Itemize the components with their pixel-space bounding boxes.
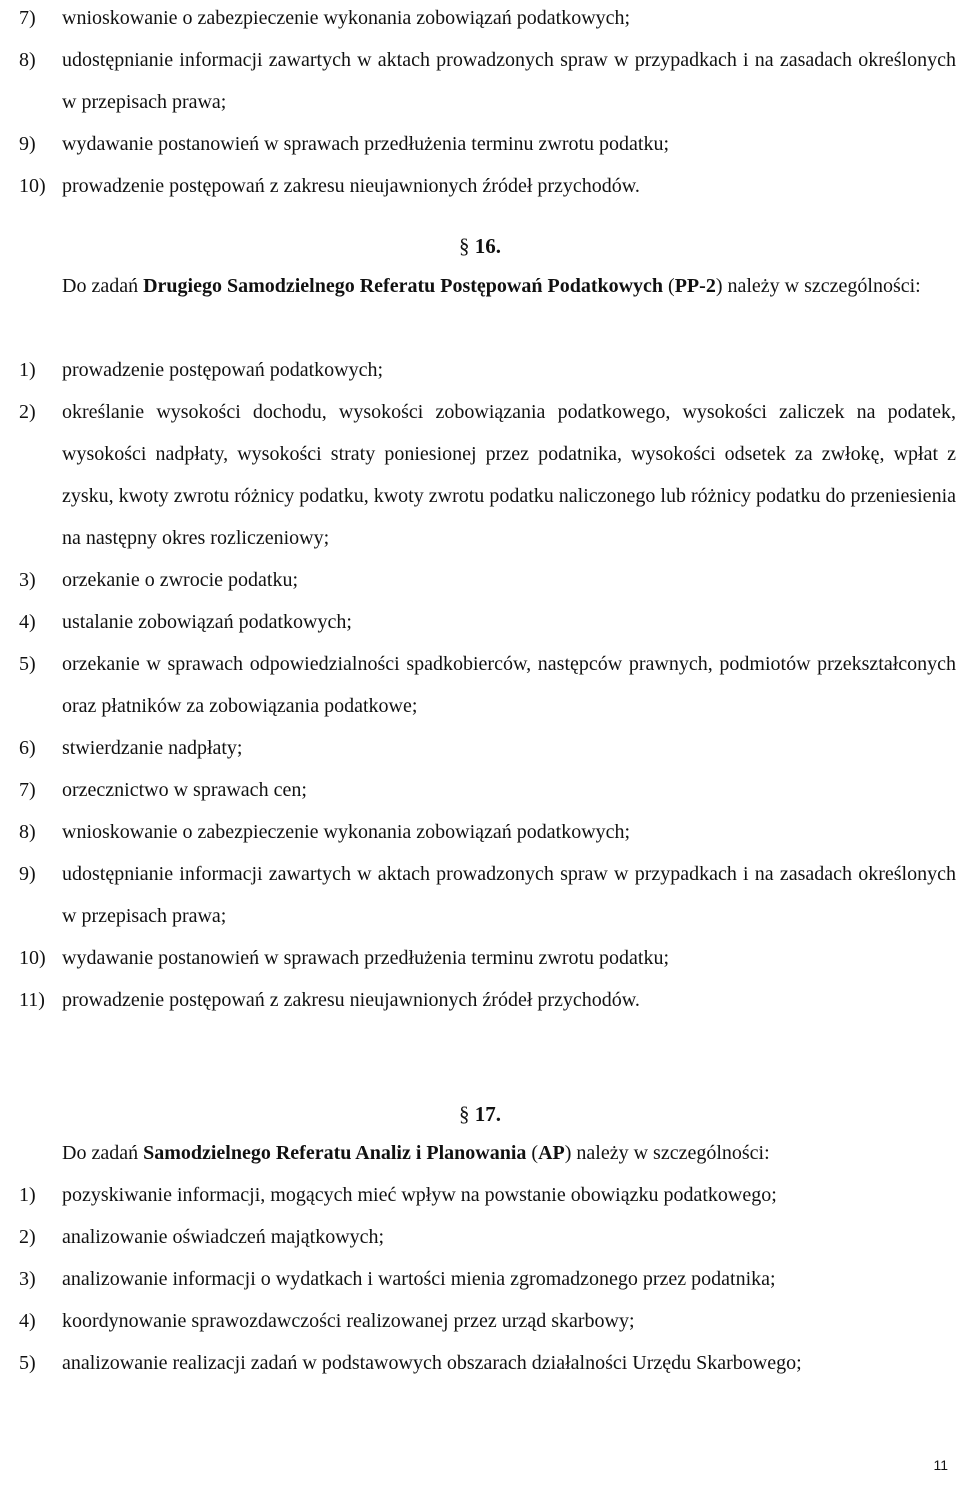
list-item (0, 979, 960, 1021)
section-17-list (0, 1174, 960, 1384)
item-text: analizowanie oświadczeń majątkowych; (62, 1226, 385, 1248)
list-item (0, 0, 960, 39)
list-item (0, 769, 960, 811)
list-item (0, 349, 960, 391)
item-number: 4) (19, 1310, 36, 1332)
list-item (0, 123, 960, 165)
item-text: udostępnianie informacji zawartych w aktach prowadzonych spraw w przypadkach i na zasadach określonych w przepisach prawa; (62, 49, 956, 113)
item-number: 5) (19, 653, 36, 675)
item-number: 8) (19, 49, 36, 71)
item-text: ustalanie zobowiązań podatkowych; (62, 611, 352, 633)
section-17-intro (0, 1132, 956, 1174)
item-text: wnioskowanie o zabezpieczenie wykonania zobowiązań podatkowych; (62, 7, 631, 29)
list-item (0, 811, 960, 853)
list-item (0, 1342, 960, 1384)
unit-code: PP-2 (674, 275, 716, 297)
item-number: 6) (19, 737, 36, 759)
list-item (0, 601, 960, 643)
list-item (0, 165, 960, 207)
unit-code-open: ( (663, 275, 675, 297)
item-number: 9) (19, 863, 36, 885)
item-text: wydawanie postanowień w sprawach przedłużenia terminu zwrotu podatku; (62, 947, 670, 969)
section-16-intro (0, 265, 956, 307)
item-text: orzekanie w sprawach odpowiedzialności spadkobierców, następców prawnych, podmiotów przekształconych oraz płatników za zobowiązania podatkowe; (62, 653, 956, 717)
item-number: 11) (19, 989, 45, 1011)
section-number: 17. (474, 1102, 501, 1126)
list-item (0, 1216, 960, 1258)
item-text: udostępnianie informacji zawartych w aktach prowadzonych spraw w przypadkach i na zasadach określonych w przepisach prawa; (62, 863, 956, 927)
item-number: 4) (19, 611, 36, 633)
list-item (0, 643, 960, 727)
unit-name: Samodzielnego Referatu Analiz i Planowania (143, 1142, 527, 1164)
item-text: wydawanie postanowień w sprawach przedłużenia terminu zwrotu podatku; (62, 133, 670, 155)
item-number: 10) (19, 175, 46, 197)
item-text: prowadzenie postępowań podatkowych; (62, 359, 384, 381)
item-number: 2) (19, 401, 36, 423)
item-text: prowadzenie postępowań z zakresu nieujawnionych źródeł przychodów. (62, 989, 640, 1011)
list-item (0, 1300, 960, 1342)
item-text: prowadzenie postępowań z zakresu nieujawnionych źródeł przychodów. (62, 175, 640, 197)
section-16-heading (0, 225, 960, 267)
top-list (0, 0, 960, 207)
section-sign: § (459, 234, 470, 258)
section-sign: § (459, 1102, 470, 1126)
item-text: koordynowanie sprawozdawczości realizowanej przez urząd skarbowy; (62, 1310, 635, 1332)
item-number: 9) (19, 133, 36, 155)
intro-suffix: ) należy w szczególności: (564, 1142, 770, 1164)
item-text: analizowanie informacji o wydatkach i wartości mienia zgromadzonego przez podatnika; (62, 1268, 776, 1290)
item-number: 1) (19, 1184, 36, 1206)
item-text: orzekanie o zwrocie podatku; (62, 569, 299, 591)
item-number: 7) (19, 779, 36, 801)
item-number: 7) (19, 7, 36, 29)
unit-name: Drugiego Samodzielnego Referatu Postępowań Podatkowych (143, 275, 664, 297)
item-number: 1) (19, 359, 36, 381)
list-item (0, 1174, 960, 1216)
unit-code-open: ( (526, 1142, 539, 1164)
list-item (0, 727, 960, 769)
item-text: określanie wysokości dochodu, wysokości zobowiązania podatkowego, wysokości zaliczek na podatek, wysokości nadpłaty, wysokości straty poniesionej przez podatnika, wysokości odsetek za zwłokę, wpłat z zysku, kwoty zwrotu różnicy podatku, kwoty zwrotu podatku naliczonego lub różnicy podatku do przeniesienia na następny okres rozliczeniowy; (62, 401, 956, 549)
item-text: analizowanie realizacji zadań w podstawowych obszarach działalności Urzędu Skarbowego; (62, 1352, 802, 1374)
item-number: 10) (19, 947, 46, 969)
item-number: 2) (19, 1226, 36, 1248)
list-item (0, 853, 960, 937)
section-16-list (0, 349, 960, 1021)
item-number: 3) (19, 1268, 36, 1290)
list-item (0, 39, 960, 123)
intro-suffix: ) należy w szczególności: (715, 275, 921, 297)
item-text: pozyskiwanie informacji, mogących mieć wpływ na powstanie obowiązku podatkowego; (62, 1184, 777, 1206)
list-item (0, 559, 960, 601)
section-17-heading (0, 1093, 960, 1135)
item-number: 3) (19, 569, 36, 591)
item-text: orzecznictwo w sprawach cen; (62, 779, 307, 801)
intro-prefix: Do zadań (62, 275, 144, 297)
section-number: 16. (474, 234, 501, 258)
list-item (0, 937, 960, 979)
item-number: 5) (19, 1352, 36, 1374)
list-item (0, 1258, 960, 1300)
list-item (0, 391, 960, 559)
item-number: 8) (19, 821, 36, 843)
page-number: 11 (933, 1457, 948, 1473)
item-text: stwierdzanie nadpłaty; (62, 737, 243, 759)
unit-code: AP (538, 1142, 565, 1164)
item-text: wnioskowanie o zabezpieczenie wykonania zobowiązań podatkowych; (62, 821, 631, 843)
intro-prefix: Do zadań (62, 1142, 144, 1164)
